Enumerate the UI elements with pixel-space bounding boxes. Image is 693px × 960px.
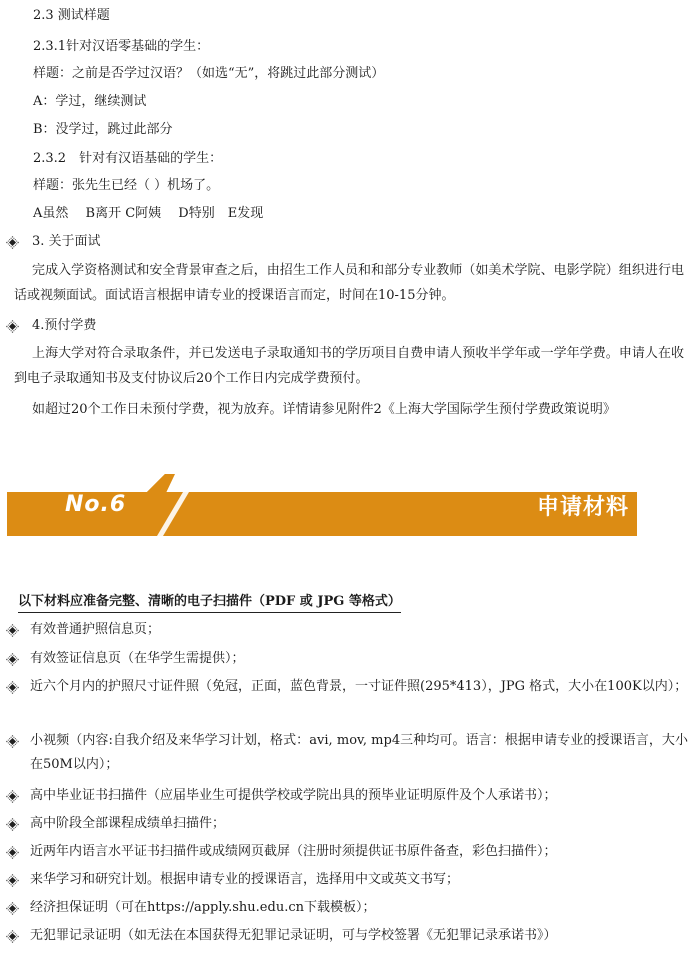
diamond-bullet-icon — [8, 238, 17, 247]
diamond-bullet-icon — [8, 792, 17, 801]
heading-2-3: 2.3 测试样题 — [33, 8, 110, 23]
diamond-bullet-icon — [8, 683, 17, 692]
list-item: 经济担保证明（可在https://apply.shu.edu.cn下载模板）； — [8, 896, 688, 920]
diamond-bullet-icon — [8, 737, 17, 746]
diamond-bullet-icon — [8, 626, 17, 635]
materials-intro: 以下材料应准备完整、清晰的电子扫描件（PDF 或 JPG 等格式） — [18, 593, 401, 613]
list-item: 高中阶段全部课程成绩单扫描件； — [8, 812, 688, 836]
sample-question-1: 样题：之前是否学过汉语？（如选“无”，将跳过此部分测试） — [33, 66, 385, 81]
list-item: 无犯罪记录证明（如无法在本国获得无犯罪记录证明，可与学校签署《无犯罪记录承诺书》） — [8, 924, 688, 948]
list-item: 来华学习和研究计划。根据申请专业的授课语言，选择用中文或英文书写； — [8, 868, 688, 892]
prepayment-paragraph-1: 上海大学对符合录取条件，并已发送电子录取通知书的学历项目自费申请人预收半学年或一学年学费。申请人在收到电子录取通知书及支付协议后20个工作日内完成学费预付。 — [14, 346, 684, 386]
diamond-bullet-icon — [8, 932, 17, 941]
heading-2-3-1: 2.3.1针对汉语零基础的学生： — [33, 39, 210, 54]
banner-number: No.6 — [65, 492, 127, 517]
diamond-bullet-icon — [8, 904, 17, 913]
list-item: 高中毕业证书扫描件（应届毕业生可提供学校或学院出具的预毕业证明原件及个人承诺书）； — [8, 784, 688, 808]
list-item: 近六个月内的护照尺寸证件照（免冠，正面，蓝色背景，一寸证件照(295*413），JPG 格式，大小在100K以内）； — [8, 675, 688, 699]
interview-heading: 3. 关于面试 — [32, 234, 101, 249]
list-item: 有效签证信息页（在华学生需提供）； — [8, 647, 688, 671]
option-b: B：没学过，跳过此部分 — [33, 122, 173, 137]
banner-title: 申请材料 — [536, 495, 629, 520]
list-item: 小视频（内容:自我介绍及来华学习计划，格式：avi, mov, mp4三种均可。语言：根据申请专业的授课语言，大小在50M以内）； — [8, 729, 688, 777]
list-item: 近两年内语言水平证书扫描件或成绩网页截屏（注册时须提供证书原件备查，彩色扫描件）； — [8, 840, 688, 864]
sample-question-2: 样题：张先生已经（ ）机场了。 — [33, 178, 220, 193]
prepayment-heading: 4.预付学费 — [32, 318, 97, 333]
diamond-bullet-icon — [8, 876, 17, 885]
heading-2-3-2: 2.3.2 针对有汉语基础的学生： — [33, 151, 223, 166]
interview-paragraph: 完成入学资格测试和安全背景审查之后，由招生工作人员和和部分专业教师（如美术学院、电影学院）组织进行电话或视频面试。面试语言根据申请专业的授课语言而定，时间在10-15分钟。 — [14, 263, 684, 303]
option-a: A：学过，继续测试 — [33, 94, 147, 109]
diamond-bullet-icon — [8, 848, 17, 857]
sample-question-2-options: A虽然 B离开 C阿姨 D特别 E发现 — [33, 206, 264, 221]
diamond-bullet-icon — [8, 820, 17, 829]
section-banner — [7, 474, 637, 536]
prepayment-paragraph-2: 如超过20个工作日未预付学费，视为放弃。详情请参见附件2《上海大学国际学生预付学费政策说明》 — [32, 402, 616, 417]
diamond-bullet-icon — [8, 655, 17, 664]
diamond-bullet-icon — [8, 322, 17, 331]
list-item: 有效普通护照信息页； — [8, 618, 688, 642]
